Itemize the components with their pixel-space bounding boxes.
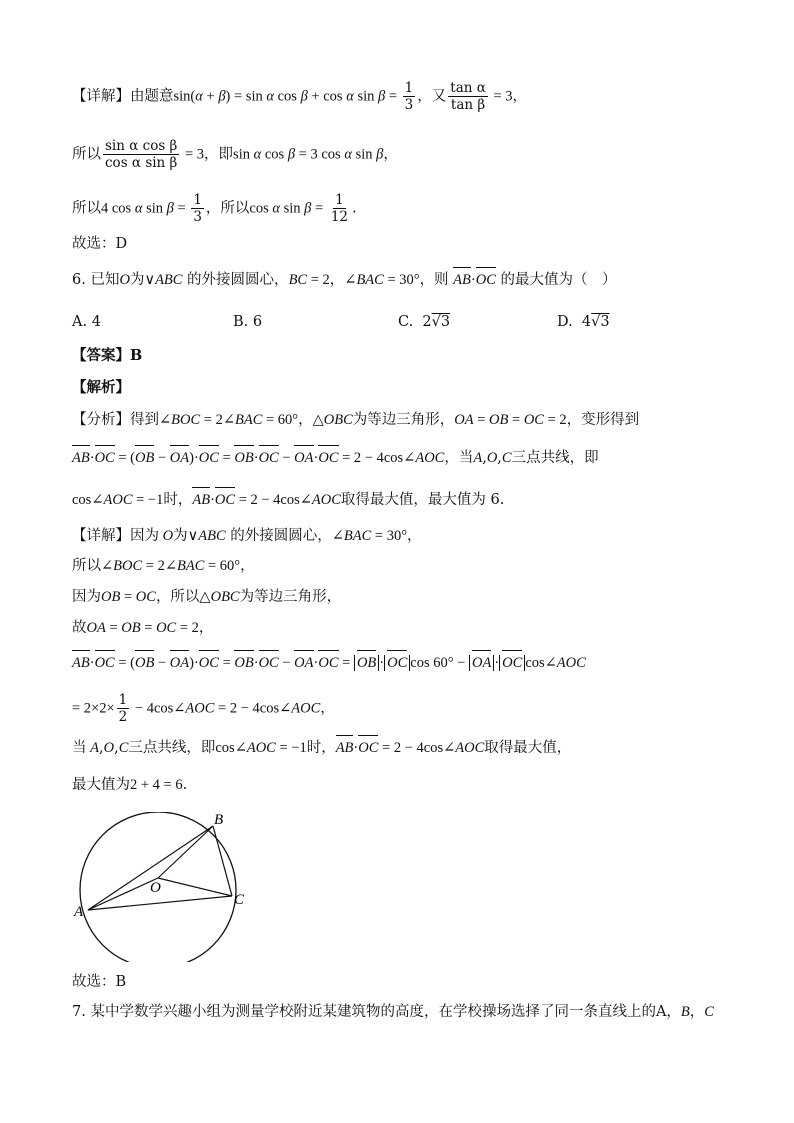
detail-line-1: 【详解】由题意sin(α + β) = sin α cos β + cos α sin β = $\frac{1}{3}$ ，又 $\frac{\text{tan α}}{\text{tan β}}$ = 3， <box>72 80 528 113</box>
label-b: B <box>214 812 224 828</box>
detail-6-line-3: 因为OB = OC，所以△OBC为等边三角形， <box>72 589 342 605</box>
segment-ac <box>88 896 232 910</box>
label-o: O <box>150 880 161 896</box>
detail-6-line-8: 最大值为2 + 4 = 6. <box>72 777 188 793</box>
choice-line-prev: 故选：D <box>72 236 128 252</box>
detail-6-line-5: AB·OC = (OB − OA)·OC = OB·OC − OA·OC = OB · OC cos 60° − OA · OC cos∠AOC <box>72 655 586 671</box>
analysis-title: 【解析】 <box>72 379 130 396</box>
answer-line: 【答案】B <box>72 347 143 364</box>
segment-ao <box>88 878 158 910</box>
detail-6-line-4: 故OA = OB = OC = 2， <box>72 620 214 636</box>
q7-stem: 7. 某中学数学兴趣小组为测量学校附近某建筑物的高度，在学校操场选择了同一条直线上的A，B，C <box>72 1004 714 1020</box>
option-b: B. 6 <box>233 314 263 330</box>
option-a: A. 4 <box>72 314 101 330</box>
detail-line-3: 所以4 cos α sin β = $\frac{1}{3}$ ，所以cos α sin β = $\frac{1}{12}$ . <box>72 192 357 225</box>
label-c: C <box>234 892 245 908</box>
detail-6-line-7: 当 A,O,C三点共线，即cos∠AOC = −1时，AB·OC = 2 − 4cos∠AOC取得最大值， <box>72 740 572 756</box>
circle-figure <box>72 812 252 962</box>
label-a: A <box>74 904 84 920</box>
segment-ob <box>158 826 213 878</box>
detail-6-line-1: 【详解】因为 O为∨ABC 的外接圆圆心，∠BAC = 30°， <box>72 528 422 544</box>
analysis-line-3: cos∠AOC = −1时，AB·OC = 2 − 4cos∠AOC取得最大值，最大值为 6. <box>72 492 505 508</box>
detail-tag: 【详解】由题意 <box>72 88 174 105</box>
detail-6-line-6: = 2×2× $\frac{1}{2}$ − 4cos∠AOC = 2 − 4cos∠AOC， <box>72 692 335 725</box>
option-d: D. 4√3 <box>557 314 610 330</box>
q6-stem: 6. 已知O为∨ABC 的外接圆圆心，BC = 2，∠BAC = 30°，则 AB·OC 的最大值为（ ） <box>72 272 617 288</box>
segment-bc <box>213 826 232 896</box>
detail-6-line-2: 所以∠BOC = 2∠BAC = 60°， <box>72 558 255 574</box>
segment-ab <box>88 826 213 910</box>
option-c: C. 2√3 <box>398 314 451 330</box>
analysis-line-2: AB·OC = (OB − OA)·OC = OB·OC − OA·OC = 2 − 4cos∠AOC，当A,O,C三点共线，即 <box>72 450 599 466</box>
segment-oc <box>158 878 232 896</box>
detail-line-2: 所以 $\frac{\text{sin α cos β}}{\text{cos α sin β}}$ = 3，即sin α cos β = 3 cos α sin β， <box>72 138 398 171</box>
choice-line-6: 故选：B <box>72 974 127 990</box>
analysis-line-1: 【分析】得到∠BOC = 2∠BAC = 60°，△OBC为等边三角形，OA = OB = OC = 2，变形得到 <box>72 412 640 428</box>
